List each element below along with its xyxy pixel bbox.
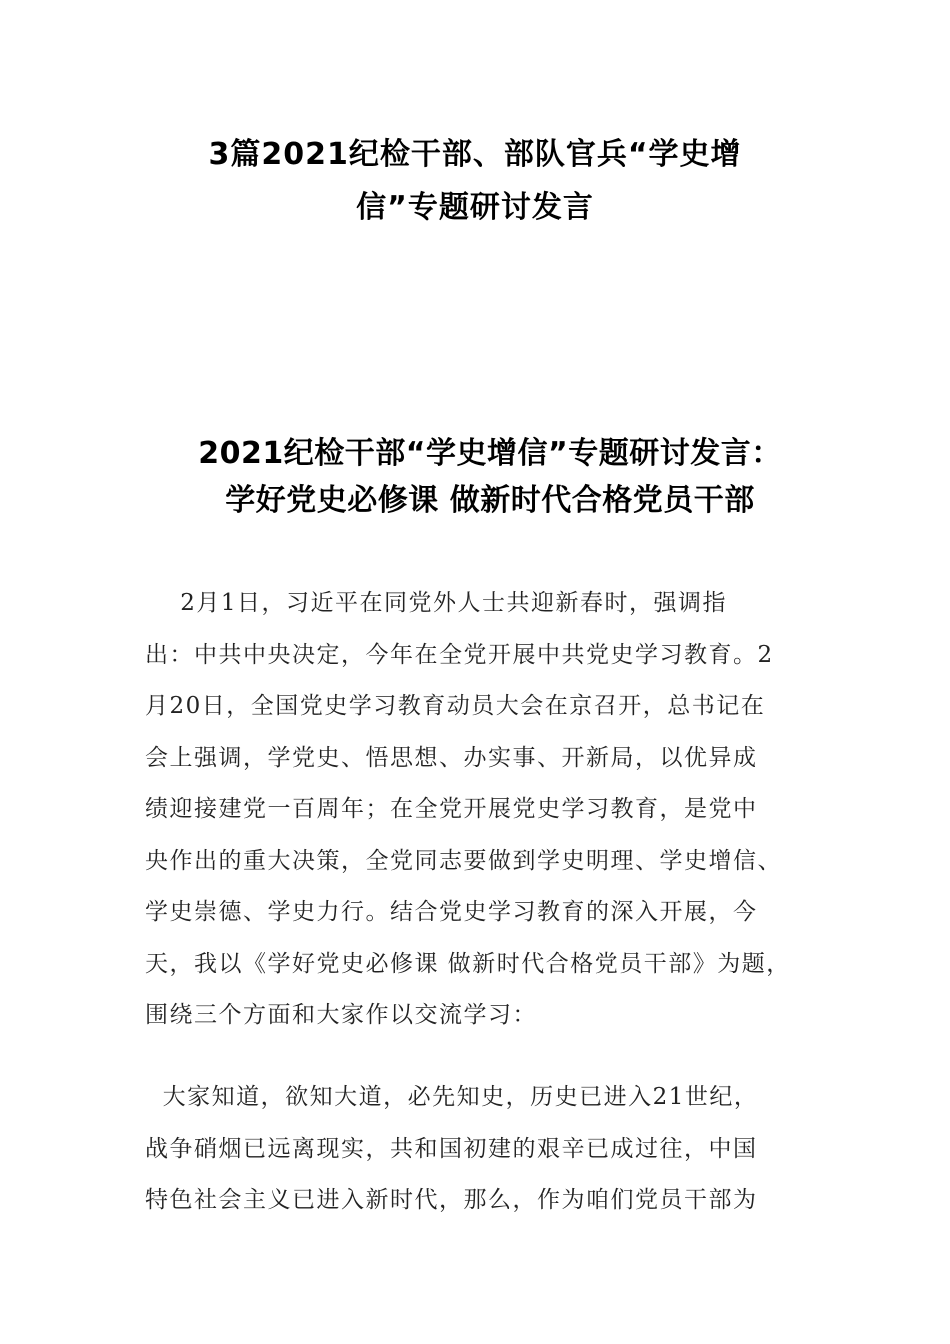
paragraph-line: 绩迎接建党一百周年；在全党开展党史学习教育，是党中 [145, 796, 758, 822]
paragraph-line: 月20日，全国党史学习教育动员大会在京召开，总书记在 [145, 693, 766, 719]
paragraph-line: 2月1日，习近平在同党外人士共迎新春时，强调指 [145, 590, 728, 616]
paragraph-line: 学史崇德、学史力行。结合党史学习教育的深入开展，今 [145, 899, 758, 925]
paragraph-line: 特色社会主义已进入新时代，那么，作为咱们党员干部为 [145, 1187, 758, 1213]
paragraph-line: 围绕三个方面和大家作以交流学习： [145, 1002, 537, 1028]
paragraph-line: 战争硝烟已远离现实，共和国初建的艰辛已成过往，中国 [145, 1135, 758, 1162]
document-title-line-1: 3篇2021纪检干部、部队官兵“学史增 [208, 137, 742, 172]
paragraph-line: 会上强调，学党史、悟思想、办实事、开新局，以优异成 [145, 744, 758, 771]
paragraph-line: 天，我以《学好党史必修课 做新时代合格党员干部》为题， [145, 950, 791, 977]
body-paragraph-2 [145, 1072, 825, 1227]
article-title [100, 430, 880, 524]
document-title-line-2: 信”专题研讨发言 [356, 190, 594, 225]
article-title-line-1: 2021纪检干部“学史增信”专题研讨发言： [198, 436, 782, 471]
body-paragraph-1 [145, 578, 825, 1042]
document-title [120, 128, 830, 234]
paragraph-line: 央作出的重大决策，全党同志要做到学史明理、学史增信、 [145, 847, 782, 874]
article-title-line-2: 学好党史必修课 做新时代合格党员干部 [225, 483, 755, 518]
paragraph-line: 大家知道，欲知大道，必先知史，历史已进入21世纪， [145, 1084, 759, 1110]
paragraph-line: 出：中共中央决定，今年在全党开展中共党史学习教育。2 [145, 641, 774, 668]
